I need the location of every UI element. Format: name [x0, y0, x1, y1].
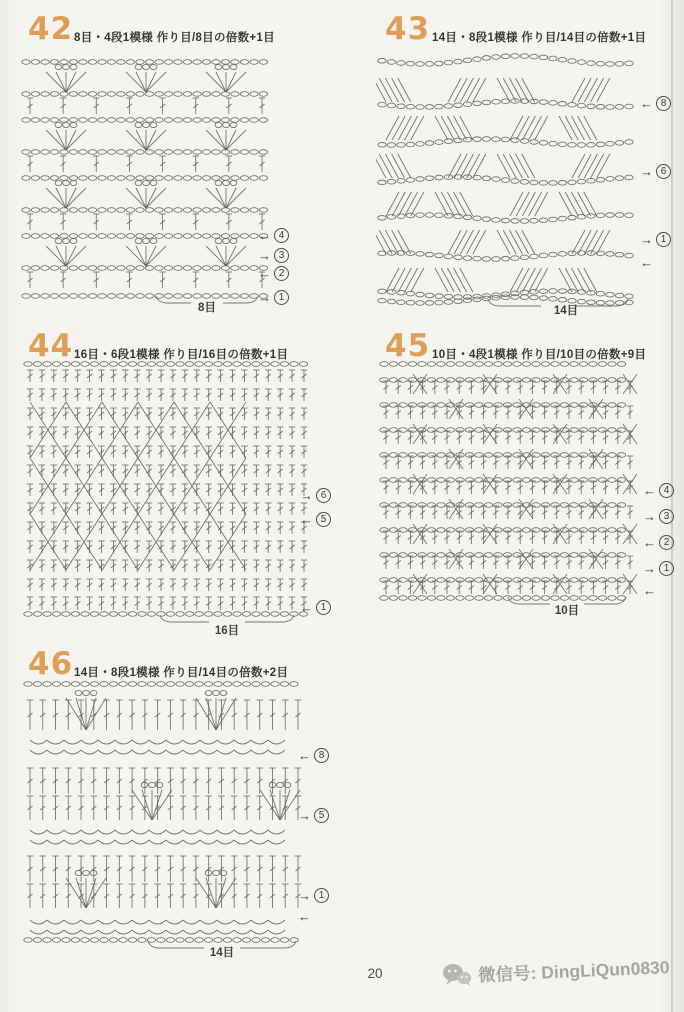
row-marker-8 — [640, 96, 671, 111]
row-number-circle: 2 — [274, 266, 289, 281]
row-marker-arrow — [298, 910, 311, 923]
row-number-circle: 1 — [314, 888, 329, 903]
pattern-number: 45 — [385, 328, 431, 364]
row-number-circle: 3 — [274, 248, 289, 263]
arrow-right-icon: → — [643, 561, 656, 576]
pattern-spec-text: 14目・8段1模様 作り目/14目の倍数+2目 — [74, 667, 289, 679]
row-marker-2 — [258, 266, 289, 281]
arrow-left-icon: ← — [643, 583, 656, 598]
stitch-count-label: 16目 — [214, 625, 240, 637]
arrow-right-icon: → — [300, 488, 313, 503]
arrow-left-icon: ← — [643, 483, 656, 498]
row-number-circle: 1 — [316, 600, 331, 615]
pattern-number: 42 — [28, 11, 74, 47]
crochet-chart-43 — [376, 52, 640, 314]
row-marker-3 — [643, 509, 674, 524]
pattern-number: 43 — [385, 11, 431, 47]
row-number-circle: 8 — [656, 96, 671, 111]
watermark-text: 微信号: DingLiQun0830 — [477, 956, 670, 985]
row-marker-1 — [298, 888, 329, 903]
arrow-left-icon: ← — [643, 535, 656, 550]
stitch-count-label: 10目 — [554, 605, 580, 617]
arrow-right-icon: → — [640, 232, 653, 247]
arrow-right-icon: → — [298, 808, 311, 823]
row-number-circle: 4 — [659, 483, 674, 498]
pattern-spec-text: 16目・6段1模様 作り目/16目の倍数+1目 — [74, 349, 289, 361]
row-marker-5 — [300, 512, 331, 527]
row-marker-arrow — [640, 256, 653, 269]
pattern-spec-text: 10目・4段1模様 作り目/10目の倍数+9目 — [432, 349, 647, 361]
arrow-left-icon: ← — [258, 266, 271, 281]
row-number-circle: 8 — [314, 748, 329, 763]
crochet-chart-44 — [22, 356, 312, 636]
row-number-circle: 6 — [656, 164, 671, 179]
row-marker-1 — [258, 290, 289, 305]
row-marker-8 — [298, 748, 329, 763]
arrow-left-icon: ← — [640, 96, 653, 111]
arrow-right-icon: → — [258, 290, 271, 305]
row-marker-1 — [643, 561, 674, 576]
pattern-number: 46 — [28, 646, 74, 682]
row-marker-4 — [643, 483, 674, 498]
scan-edge-line — [671, 0, 673, 1012]
arrow-left-icon: ← — [258, 228, 271, 243]
row-marker-6 — [640, 164, 671, 179]
stitch-count-label: 8目 — [198, 302, 216, 314]
row-marker-1 — [640, 232, 671, 247]
row-marker-1 — [300, 600, 331, 615]
crochet-chart-45 — [378, 356, 640, 618]
row-marker-3 — [258, 248, 289, 263]
arrow-left-icon: ← — [298, 748, 311, 763]
arrow-right-icon: → — [258, 248, 271, 263]
arrow-left-icon: ← — [298, 909, 311, 924]
row-number-circle: 1 — [659, 561, 674, 576]
arrow-left-icon: ← — [300, 600, 313, 615]
row-number-circle: 1 — [274, 290, 289, 305]
pattern-spec-text: 8目・4段1模様 作り目/8目の倍数+1目 — [74, 32, 275, 44]
row-number-circle: 5 — [316, 512, 331, 527]
crochet-chart-42 — [20, 52, 272, 314]
row-number-circle: 3 — [659, 509, 674, 524]
wechat-icon — [442, 962, 473, 989]
row-number-circle: 1 — [656, 232, 671, 247]
pattern-number: 44 — [28, 328, 74, 364]
row-number-circle: 6 — [316, 488, 331, 503]
pattern-spec-text: 14目・8段1模様 作り目/14目の倍数+1目 — [432, 32, 647, 44]
row-number-circle: 4 — [274, 228, 289, 243]
row-marker-5 — [298, 808, 329, 823]
row-marker-2 — [643, 535, 674, 550]
crochet-chart-46 — [22, 674, 307, 956]
row-marker-4 — [258, 228, 289, 243]
page-number: 20 — [367, 966, 383, 981]
stitch-count-label: 14目 — [209, 947, 235, 959]
arrow-left-icon: ← — [300, 512, 313, 527]
stitch-count-label: 14目 — [553, 305, 579, 317]
row-marker-6 — [300, 488, 331, 503]
row-marker-arrow — [643, 584, 656, 597]
arrow-left-icon: ← — [640, 255, 653, 270]
arrow-right-icon: → — [298, 888, 311, 903]
row-number-circle: 5 — [314, 808, 329, 823]
arrow-right-icon: → — [640, 164, 653, 179]
row-number-circle: 2 — [659, 535, 674, 550]
arrow-right-icon: → — [643, 509, 656, 524]
watermark — [442, 953, 670, 989]
